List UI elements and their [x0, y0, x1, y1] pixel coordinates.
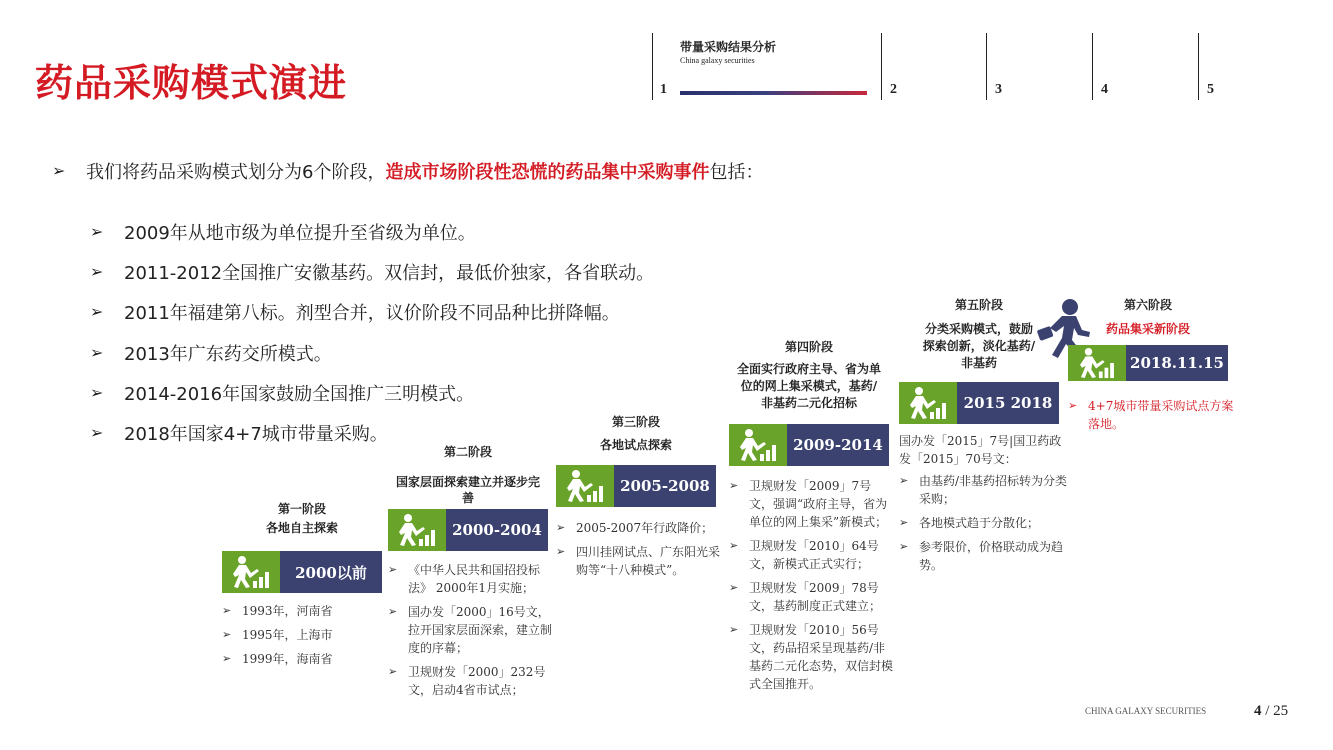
list-item: ➢ 卫规财发「2009」78号文，基药制度正式建立； — [729, 581, 882, 613]
stage-2-heading — [388, 443, 548, 506]
bullet-arrow-icon: ➢ — [388, 665, 398, 678]
stage-4-notes — [729, 477, 894, 699]
list-item: ➢ 卫规财发「2010」64号文，新模式正式实行； — [729, 539, 879, 571]
bullet-arrow-icon: ➢ — [90, 262, 104, 281]
climbing-person-icon — [222, 551, 280, 593]
stage-6-period: 2018.11.15 — [1126, 345, 1228, 381]
intro-text — [86, 158, 763, 184]
stage-4-period: 2009-2014 — [787, 424, 889, 466]
bullet-arrow-icon: ➢ — [90, 383, 104, 402]
list-item: ➢ 卫规财发「2000」232号文，启动4省市试点； — [388, 665, 546, 697]
bullet-arrow-icon: ➢ — [556, 521, 566, 534]
stage-4-name: 第四阶段 — [784, 340, 833, 354]
bullet-arrow-icon: ➢ — [90, 423, 104, 442]
stage-3-period: 2005-2008 — [614, 465, 716, 507]
bullet-arrow-icon: ➢ — [899, 540, 909, 553]
list-item: ➢ 卫规财发「2010」56号文，药品招采呈现基药/非基药二元化态势，双信封模式全国推开。 — [729, 623, 894, 691]
list-item: ➢ 《中华人民共和国招投标法》 2000年1月实施； — [388, 563, 541, 595]
list-item: ➢ 由基药/非基药招标转为分类采购； — [899, 474, 1068, 506]
stage-4-heading — [729, 338, 889, 412]
footer-brand: CHINA GALAXY SECURITIES — [1085, 706, 1207, 716]
stage-1-notes — [222, 602, 382, 674]
nav-divider — [1092, 33, 1093, 100]
stage-1-name: 第一阶段 — [277, 502, 326, 516]
bullet-arrow-icon: ➢ — [222, 652, 232, 665]
bullet-arrow-icon: ➢ — [729, 623, 739, 636]
climbing-person-icon — [1068, 345, 1126, 381]
stage-6-name: 第六阶段 — [1123, 298, 1172, 312]
list-item: ➢ 卫规财发「2009」7号文，强调“政府主导，省为单位的网上集采”新模式； — [729, 479, 888, 529]
stage-6-heading — [1068, 296, 1228, 339]
list-item: ➢ 国办发「2000」16号文，拉开国家层面深索，建立制度的序幕； — [388, 605, 553, 655]
bullet-arrow-icon: ➢ — [90, 302, 104, 321]
stage-4-theme: 全面实行政府主导、省为单位的网上集采模式，基药/非基药二元化招标 — [736, 362, 881, 410]
bullet-arrow-icon: ➢ — [729, 581, 739, 594]
bullet-arrow-icon: ➢ — [388, 563, 398, 576]
intro-prefix: 我们将药品采购模式划分为6个阶段， — [86, 162, 386, 183]
nav-current-subtitle: China galaxy securities — [680, 56, 755, 65]
stage-6-notes — [1068, 397, 1238, 439]
nav-divider — [986, 33, 987, 100]
list-item: ➢ 1999年，海南省 — [222, 652, 333, 666]
stage-5-intro: 国办发「2015」7号|国卫药政发「2015」70号文： — [899, 434, 1062, 466]
nav-divider — [1198, 33, 1199, 100]
stage-2-bar — [388, 509, 548, 551]
list-item: 2013年广东药交所模式。 — [124, 344, 332, 365]
stage-2-notes — [388, 561, 558, 705]
bullet-arrow-icon: ➢ — [556, 545, 566, 558]
list-item: ➢ 2005-2007年行政降价； — [556, 521, 714, 535]
bullet-arrow-icon: ➢ — [222, 628, 232, 641]
stage-1-bar — [222, 551, 382, 593]
stage-6-bar — [1068, 345, 1228, 381]
stage-1-theme: 各地自主探索 — [265, 521, 338, 535]
page-total: 25 — [1273, 703, 1289, 719]
intro-highlight: 造成市场阶段性恐慌的药品集中采购事件 — [385, 162, 710, 183]
stage-1-period: 2000以前 — [280, 551, 382, 593]
page-title: 药品采购模式演进 — [35, 61, 348, 105]
bullet-arrow-icon: ➢ — [729, 539, 739, 552]
stage-5-name: 第五阶段 — [954, 298, 1003, 312]
stage-5-notes — [899, 432, 1069, 580]
climbing-person-icon — [899, 382, 957, 424]
nav-item-3[interactable]: 3 — [995, 82, 1002, 97]
stage-5-theme: 分类采购模式，鼓励探索创新，淡化基药/非基药 — [922, 322, 1036, 370]
bullet-arrow-icon: ➢ — [90, 222, 104, 241]
stage-3-heading — [556, 413, 716, 455]
page-current: 4 — [1254, 703, 1262, 719]
list-item: 2018年国家4+7城市带量采购。 — [124, 424, 388, 445]
stage-2-period: 2000-2004 — [446, 509, 548, 551]
list-item: ➢ 参考限价，价格联动成为趋势。 — [899, 540, 1064, 572]
bullet-arrow-icon: ➢ — [899, 474, 909, 487]
intro-suffix: 包括： — [709, 162, 764, 183]
list-item: 2009年从地市级为单位提升至省级为单位。 — [124, 223, 476, 244]
bullet-arrow-icon: ➢ — [222, 604, 232, 617]
nav-current-title: 带量采购结果分析 — [680, 40, 777, 54]
list-item: ➢ 四川挂网试点、广东阳光采购等“十八种模式”。 — [556, 545, 721, 577]
bullet-arrow-icon: ➢ — [90, 343, 104, 362]
stage-5-period: 2015 2018 — [957, 382, 1059, 424]
bullet-arrow-icon: ➢ — [899, 516, 909, 529]
page-separator: / — [1265, 703, 1270, 719]
bullet-arrow-icon: ➢ — [52, 161, 66, 180]
stage-3-bar — [556, 465, 716, 507]
list-item: ➢ 4+7城市带量采购试点方案落地。 — [1068, 399, 1234, 431]
list-item: ➢ 各地模式趋于分散化； — [899, 516, 1040, 530]
stage-3-name: 第三阶段 — [611, 415, 660, 429]
stage-3-notes — [556, 519, 721, 585]
climbing-person-icon — [556, 465, 614, 507]
stage-3-theme: 各地试点探索 — [599, 438, 672, 452]
stage-6-theme: 药品集采新阶段 — [1105, 322, 1190, 336]
bullet-arrow-icon: ➢ — [1068, 399, 1078, 412]
list-item: 2011年福建第八标。剂型合并，议价阶段不同品种比拼降幅。 — [124, 303, 620, 324]
stage-2-theme: 国家层面探索建立并逐步完善 — [396, 475, 541, 505]
list-item: ➢ 1993年，河南省 — [222, 604, 333, 618]
list-item: 2011-2012全国推广安徽基药。双信封，最低价独家，各省联动。 — [124, 263, 655, 284]
stage-4-bar — [729, 424, 889, 466]
nav-progress-indicator — [680, 91, 867, 95]
bullet-arrow-icon: ➢ — [729, 479, 739, 492]
bullet-arrow-icon: ➢ — [388, 605, 398, 618]
climbing-person-icon — [388, 509, 446, 551]
list-item: 2014-2016年国家鼓励全国推广三明模式。 — [124, 384, 475, 405]
stage-2-name: 第二阶段 — [443, 445, 492, 459]
stage-1-heading — [222, 500, 382, 538]
stage-5-bar — [899, 382, 1059, 424]
nav-item-1[interactable]: 1 — [660, 82, 667, 97]
nav-item-2[interactable]: 2 — [890, 82, 897, 97]
list-item: ➢ 1995年，上海市 — [222, 628, 333, 642]
nav-divider — [881, 33, 882, 100]
nav-divider — [652, 33, 653, 100]
nav-item-5[interactable]: 5 — [1207, 82, 1214, 97]
page-number — [1254, 703, 1288, 720]
nav-item-4[interactable]: 4 — [1101, 82, 1108, 97]
climbing-person-icon — [729, 424, 787, 466]
